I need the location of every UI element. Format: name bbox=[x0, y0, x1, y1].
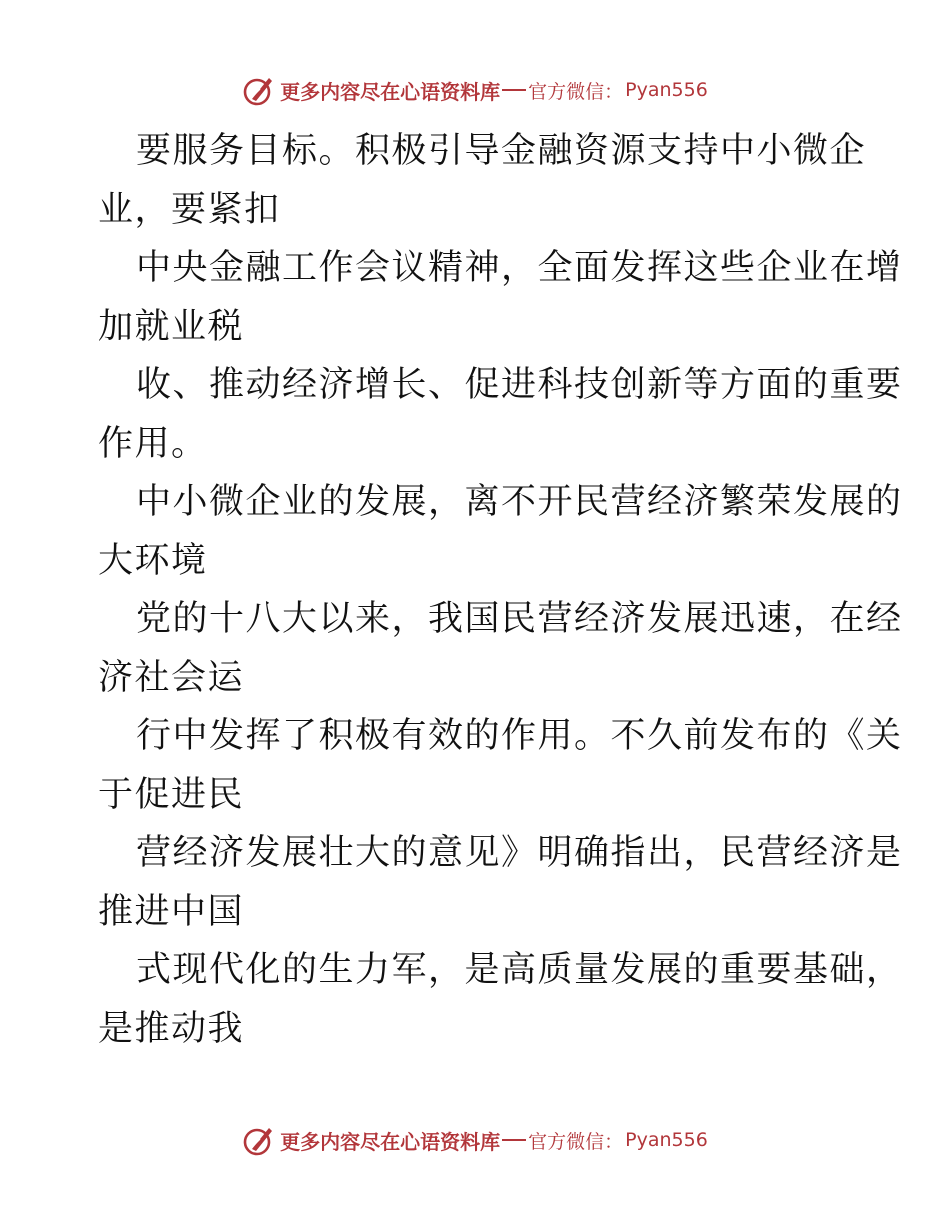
text-line: 于促进民 bbox=[98, 774, 245, 815]
header-wechat-id: Pyan556 bbox=[625, 79, 708, 101]
text-line: 中央金融工作会议精神，全面发挥这些企业在增 bbox=[136, 248, 903, 288]
text-line: 党的十八大以来，我国民营经济发展迅速，在经 bbox=[136, 599, 903, 639]
text-line: 收、推动经济增长、促进科技创新等方面的重要 bbox=[136, 365, 903, 405]
header-dash bbox=[502, 89, 526, 91]
text-line: 推进中国 bbox=[98, 891, 245, 932]
text-line: 济社会运 bbox=[98, 657, 245, 698]
footer-banner bbox=[0, 1120, 950, 1160]
quill-circle-logo-icon bbox=[242, 73, 276, 107]
footer-wechat-id: Pyan556 bbox=[625, 1129, 708, 1151]
text-line: 加就业税 bbox=[98, 306, 245, 347]
text-line: 中小微企业的发展，离不开民营经济繁荣发展的 bbox=[136, 482, 903, 522]
header-promo-text: 更多内容尽在心语资料库 bbox=[280, 79, 501, 104]
text-line: 式现代化的生力军，是高质量发展的重要基础， bbox=[136, 950, 903, 990]
text-line: 大环境 bbox=[98, 540, 208, 581]
quill-circle-logo-icon bbox=[242, 1123, 276, 1157]
header-banner bbox=[0, 70, 950, 110]
footer-official-label: 官方微信： bbox=[528, 1130, 624, 1153]
footer-dash bbox=[502, 1139, 526, 1141]
footer-promo-text: 更多内容尽在心语资料库 bbox=[280, 1129, 501, 1154]
text-line: 是推动我 bbox=[98, 1008, 245, 1049]
document-body bbox=[98, 122, 903, 1058]
text-line: 营经济发展壮大的意见》明确指出，民营经济是 bbox=[136, 833, 903, 873]
text-line: 行中发挥了积极有效的作用。不久前发布的《关 bbox=[136, 716, 903, 756]
text-line: 业，要紧扣 bbox=[98, 189, 281, 230]
header-official-label: 官方微信： bbox=[528, 80, 624, 103]
text-line: 要服务目标。积极引导金融资源支持中小微企 bbox=[136, 131, 867, 171]
text-line: 作用。 bbox=[98, 423, 208, 464]
